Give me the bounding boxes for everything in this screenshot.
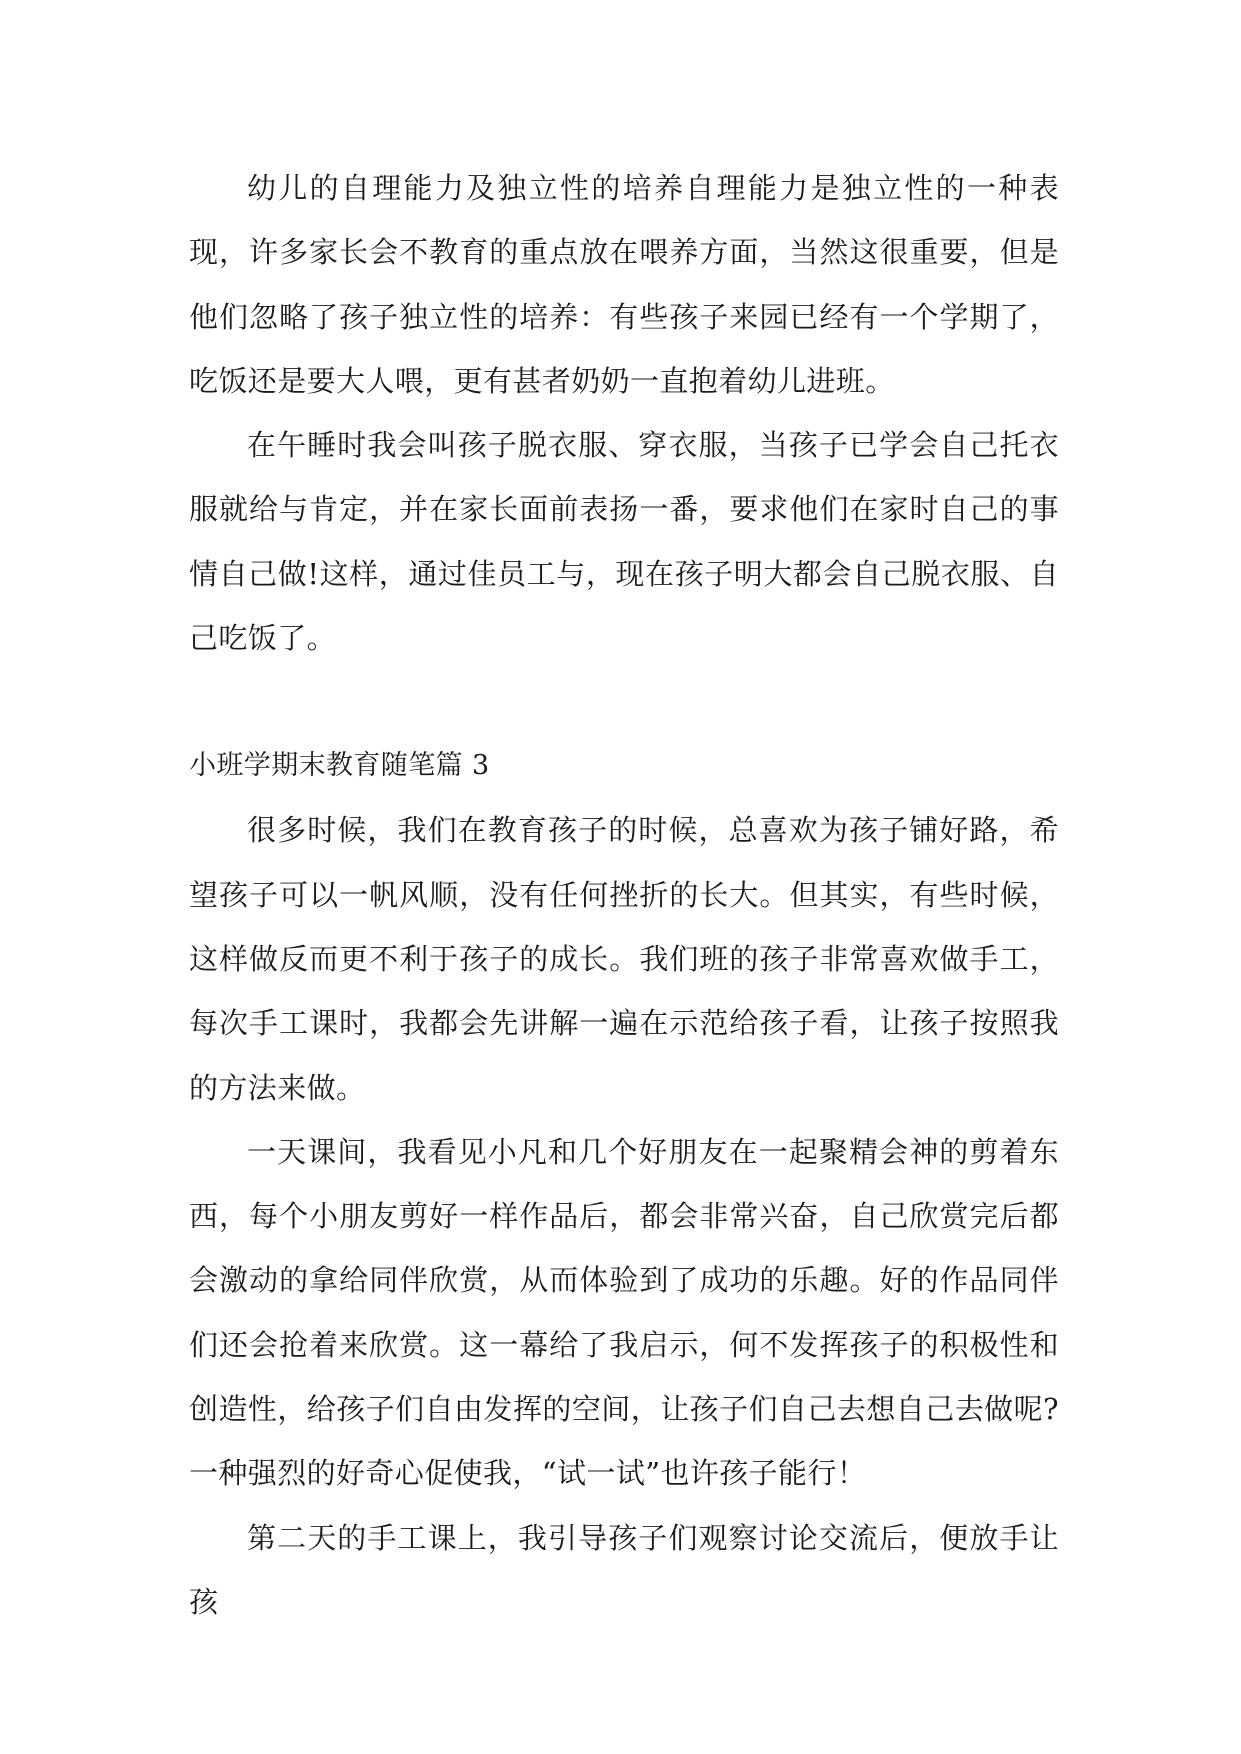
paragraph-handcraft-intro: 很多时候，我们在教育孩子的时候，总喜欢为孩子铺好路，希望孩子可以一帆风顺，没有任何挫折的长大。但其实，有些时候，这样做反而更不利于孩子的成长。我们班的孩子非常喜欢做手工，每次手工课时，我都会先讲解一遍在示范给孩子看，让孩子按照我的方法来做。	[189, 813, 1059, 1105]
paragraph-nap-dressing: 在午睡时我会叫孩子脱衣服、穿衣服，当孩子已学会自己托衣服就给与肯定，并在家长面前表扬一番，要求他们在家时自己的事情自己做!这样，通过佳员工与，现在孩子明大都会自己脱衣服、自己吃饭了。	[189, 428, 1059, 656]
paragraph-next-day: 第二天的手工课上，我引导孩子们观察讨论交流后，便放手让孩	[189, 1520, 1059, 1619]
paragraph-self-care: 幼儿的自理能力及独立性的培养自理能力是独立性的一种表现，许多家长会不教育的重点放在喂养方面，当然这很重要，但是他们忽略了孩子独立性的培养：有些孩子来园已经有一个学期了，吃饭还是要大人喂，更有甚者奶奶一直抱着幼儿进班。	[189, 171, 1059, 398]
section-title: 小班学期末教育随笔篇 3	[189, 750, 490, 782]
document-body	[189, 156, 1059, 1634]
paragraph-cutting-break: 一天课间，我看见小凡和几个好朋友在一起聚精会神的剪着东西，每个小朋友剪好一样作品后，都会非常兴奋，自己欣赏完后都会激动的拿给同伴欣赏，从而体验到了成功的乐趣。好的作品同伴们还会抢着来欣赏。这一幕给了我启示，何不发挥孩子的积极性和创造性，给孩子们自由发挥的空间，让孩子们自己去想自己去做呢?一种强烈的好奇心促使我，“试一试”也许孩子能行！	[189, 1134, 1059, 1491]
